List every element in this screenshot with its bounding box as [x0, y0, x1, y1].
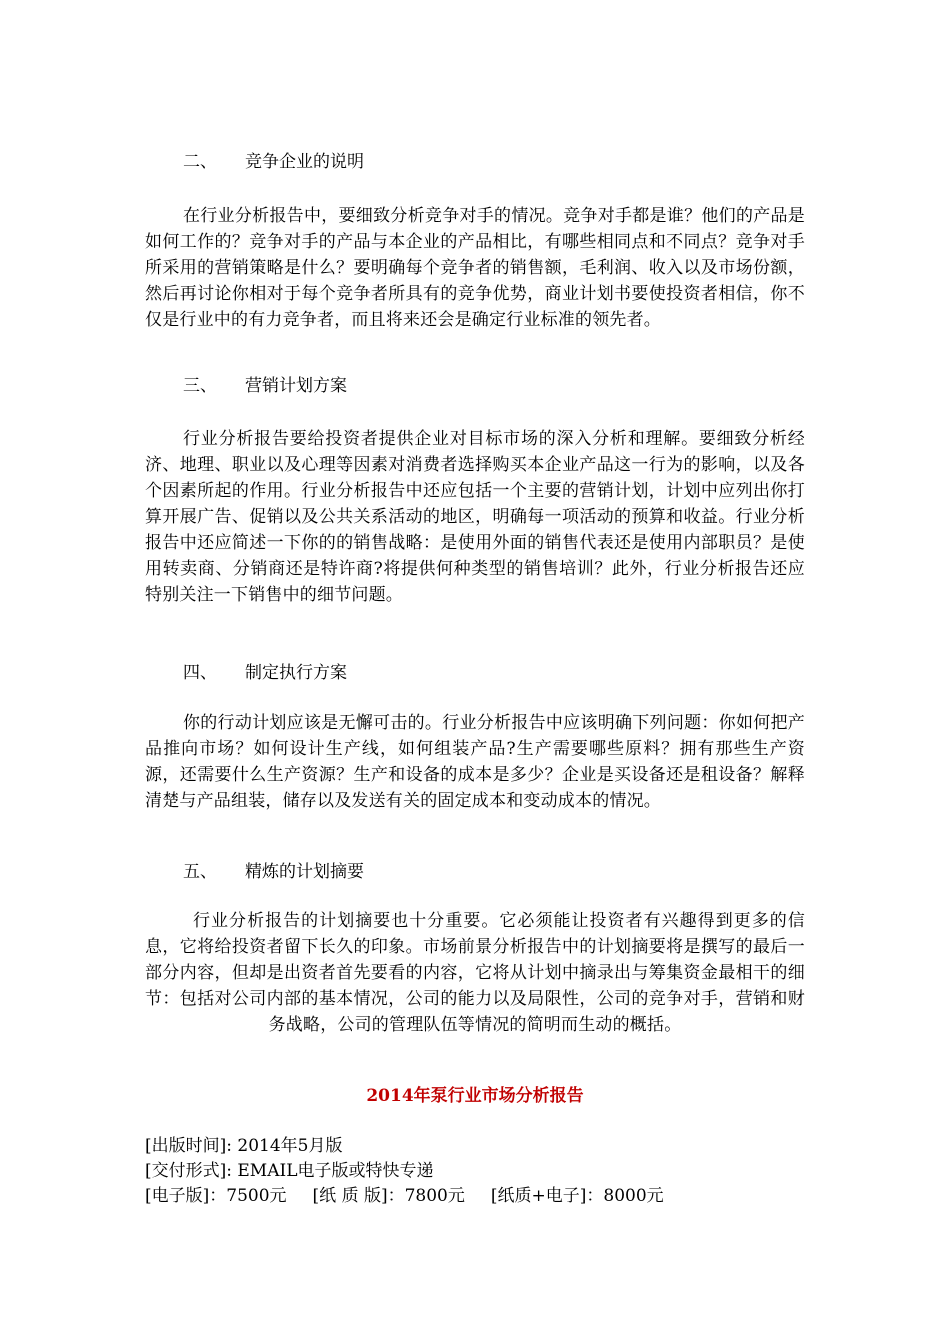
section-number: 五、 [183, 862, 217, 882]
section-body-2: 在行业分析报告中，要细致分析竞争对手的情况。竞争对手都是谁？他们的产品是如何工作的？竞争对手的产品与本企业的产品相比，有哪些相同点和不同点？竞争对手所采用的营销策略是什么？要明确每个竞争者的销售额，毛利润、收入以及市场份额，然后再讨论你相对于每个竞争者所具有的竞争优势，商业计划书要使投资者相信，你不仅是行业中的有力竞争者，而且将来还会是确定行业标准的领先者。 [145, 206, 805, 330]
section-number: 二、 [183, 152, 217, 172]
delivery-format: [交付形式]: EMAIL电子版或特快专递 [145, 1161, 434, 1181]
price-paper: [纸 质 版]：7800元 [312, 1186, 465, 1206]
section-title: 营销计划方案 [245, 376, 347, 396]
price-line [145, 1183, 664, 1209]
report-title: 2014年泵行业市场分析报告 [366, 1086, 584, 1106]
section-heading-2 [183, 149, 364, 175]
section-title: 精炼的计划摘要 [245, 862, 364, 882]
price-electronic: [电子版]：7500元 [145, 1186, 287, 1206]
section-number: 三、 [183, 376, 217, 396]
section-title: 制定执行方案 [245, 663, 347, 683]
section-body-4: 你的行动计划应该是无懈可击的。行业分析报告中应该明确下列问题：你如何把产品推向市场？如何设计生产线，如何组装产品?生产需要哪些原料？拥有那些生产资源，还需要什么生产资源？生产和设备的成本是多少？企业是买设备还是租设备？解释清楚与产品组装，储存以及发送有关的固定成本和变动成本的情况。 [145, 713, 805, 811]
section-number: 四、 [183, 663, 217, 683]
price-both: [纸质+电子]：8000元 [490, 1186, 664, 1206]
publish-time: [出版时间]: 2014年5月版 [145, 1136, 343, 1156]
section-heading-4 [183, 660, 347, 686]
section-body-5: 行业分析报告的计划摘要也十分重要。它必须能让投资者有兴趣得到更多的信息，它将给投资者留下长久的印象。市场前景分析报告中的计划摘要将是撰写的最后一部分内容，但却是出资者首先要看的内容，它将从计划中摘录出与筹集资金最相干的细节：包括对公司内部的基本情况，公司的能力以及局限性，公司的竞争对手，营销和财务战略，公司的管理队伍等情况的简明而生动的概括。 [145, 911, 805, 1035]
section-title: 竞争企业的说明 [245, 152, 364, 172]
section-body-3: 行业分析报告要给投资者提供企业对目标市场的深入分析和理解。要细致分析经济、地理、职业以及心理等因素对消费者选择购买本企业产品这一行为的影响，以及各个因素所起的作用。行业分析报告中还应包括一个主要的营销计划，计划中应列出你打算开展广告、促销以及公共关系活动的地区，明确每一项活动的预算和收益。行业分析报告中还应简述一下你的的销售战略：是使用外面的销售代表还是使用内部职员？是使用转卖商、分销商还是特许商?将提供何种类型的销售培训？此外，行业分析报告还应特别关注一下销售中的细节问题。 [145, 429, 805, 605]
section-heading-3 [183, 373, 347, 399]
section-heading-5 [183, 859, 364, 885]
